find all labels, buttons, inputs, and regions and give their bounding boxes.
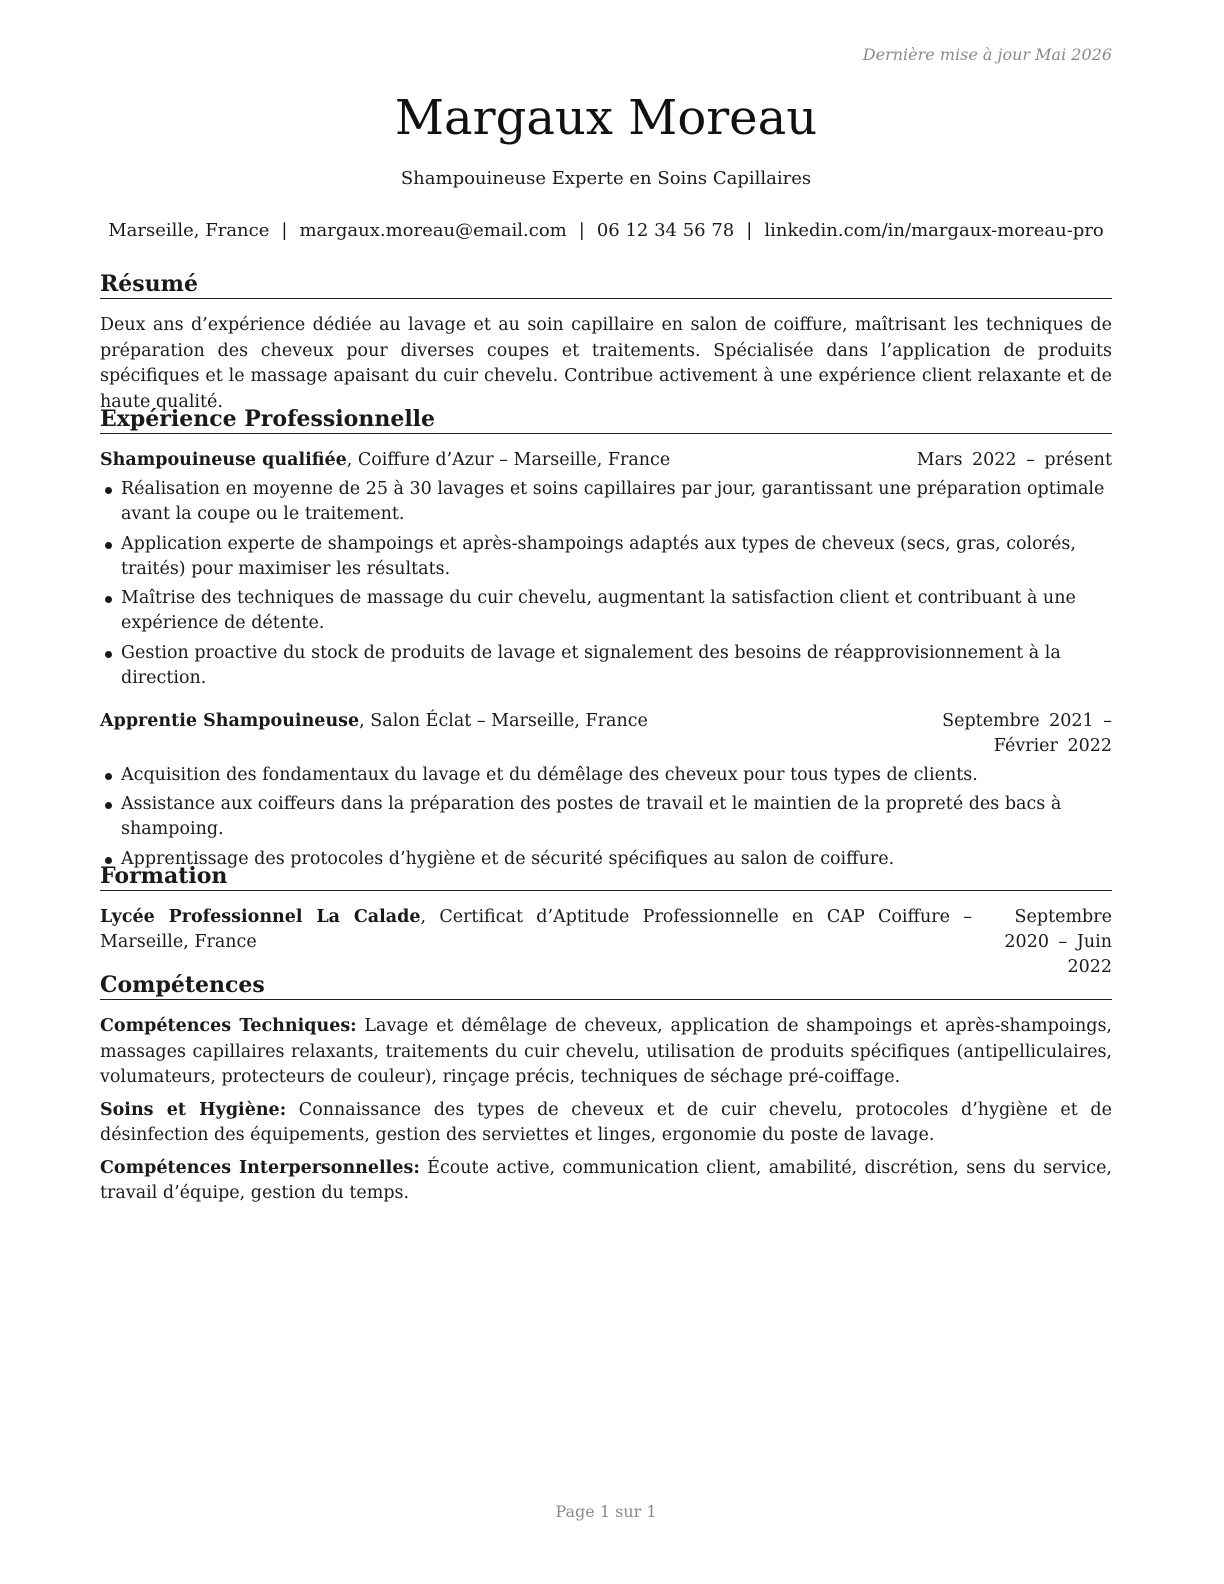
job-entry bbox=[100, 448, 1112, 691]
job-header bbox=[100, 448, 1112, 473]
summary-section bbox=[100, 271, 1112, 415]
last-updated: Dernière mise à jour Mai 2026 bbox=[862, 45, 1112, 64]
job-company: , Coiffure d’Azur – Marseille, France bbox=[346, 450, 671, 470]
education-school: Lycée Professionnel La Calade bbox=[100, 907, 421, 927]
job-header bbox=[100, 709, 1112, 759]
education-heading: Formation bbox=[100, 863, 1112, 891]
resume-page bbox=[100, 0, 1112, 1584]
job-bullet: Application experte de shampoings et après-shampoings adaptés aux types de cheveux (secs, gras, colorés, traités) pour maximiser les résultats. bbox=[100, 532, 1112, 582]
skill-label: Compétences Techniques: bbox=[100, 1016, 357, 1036]
job-role: Apprentie Shampouineuse bbox=[100, 710, 360, 731]
skill-group bbox=[100, 1014, 1112, 1091]
job-role: Shampouineuse qualifiée bbox=[100, 450, 347, 470]
skill-group bbox=[100, 1156, 1112, 1207]
candidate-name: Margaux Moreau bbox=[394, 90, 818, 146]
job-entry bbox=[100, 709, 1112, 872]
job-bullet: Assistance aux coiffeurs dans la préparation des postes de travail et le maintien de la propreté des bacs à shampoing. bbox=[100, 792, 1112, 842]
contact-separator: | bbox=[746, 220, 753, 241]
job-bullet: Apprentissage des protocoles d’hygiène et de sécurité spécifiques au salon de coiffure. bbox=[100, 847, 1112, 872]
contact-linkedin[interactable]: linkedin.com/in/margaux-moreau-pro bbox=[764, 220, 1104, 241]
skill-text: Connaissance des types de cheveux et de cuir chevelu, protocoles d’hygiène et de désinfection des équipements, gestion des serviettes et linges, ergonomie du poste de lavage. bbox=[100, 1099, 1112, 1145]
contact-location: Marseille, France bbox=[108, 220, 270, 241]
education-entry bbox=[100, 905, 1112, 980]
job-dates: Septembre 2021 – Février 2022 bbox=[942, 710, 1112, 756]
job-bullet: Réalisation en moyenne de 25 à 30 lavages et soins capillaires par jour, garantissant une préparation optimale avant la coupe ou le traitement. bbox=[100, 477, 1112, 527]
candidate-title: Shampouineuse Experte en Soins Capillaires bbox=[400, 168, 812, 189]
education-dates: Septembre 2020 – Juin 2022 bbox=[1004, 907, 1112, 977]
skill-group bbox=[100, 1098, 1112, 1149]
job-dates: Mars 2022 – présent bbox=[916, 450, 1112, 470]
skills-heading: Compétences bbox=[100, 972, 1112, 1000]
summary-text: Deux ans d’expérience dédiée au lavage et au soin capillaire en salon de coiffure, maîtrisant les techniques de préparation des cheveux pour diverses coupes et traitements. Spécialisée dans l’application de produits spécifiques et le massage apaisant du cuir chevelu. Contribue activement à une expérience client relaxante et de haute qualité. bbox=[100, 315, 1112, 412]
skill-text: Lavage et démêlage de cheveux, application de shampoings et après-shampoings, massages capillaires relaxants, traitements du cuir chevelu, utilisation de produits spécifiques (antipelliculaires, volumateurs, protecteurs de couleur), rinçage précis, techniques de séchage pré-coiffage. bbox=[100, 1016, 1112, 1087]
job-bullets bbox=[100, 477, 1112, 691]
skill-label: Soins et Hygiène: bbox=[100, 1099, 287, 1120]
experience-heading: Expérience Professionnelle bbox=[100, 406, 1112, 434]
education-details: , Certificat d’Aptitude Professionnelle en CAP Coiffure – Marseille, France bbox=[100, 907, 972, 952]
contact-separator: | bbox=[578, 220, 585, 241]
job-bullet: Maîtrise des techniques de massage du cuir chevelu, augmentant la satisfaction client et contribuant à une expérience de détente. bbox=[100, 586, 1112, 636]
education-section bbox=[100, 863, 1112, 980]
skill-label: Compétences Interpersonnelles: bbox=[100, 1157, 420, 1178]
experience-section bbox=[100, 406, 1112, 876]
summary-heading: Résumé bbox=[100, 271, 1112, 299]
skills-section bbox=[100, 972, 1112, 1214]
skill-text: Écoute active, communication client, amabilité, discrétion, sens du service, travail d’équipe, gestion du temps. bbox=[100, 1157, 1112, 1203]
contact-separator: | bbox=[281, 220, 288, 241]
contact-line bbox=[100, 220, 1112, 242]
page-number: Page 1 sur 1 bbox=[555, 1502, 657, 1521]
job-company: , Salon Éclat – Marseille, France bbox=[359, 710, 648, 731]
contact-email[interactable]: margaux.moreau@email.com bbox=[299, 220, 567, 241]
job-bullets bbox=[100, 763, 1112, 872]
job-bullet: Gestion proactive du stock de produits de lavage et signalement des besoins de réapprovisionnement à la direction. bbox=[100, 641, 1112, 691]
contact-phone: 06 12 34 56 78 bbox=[596, 220, 735, 241]
job-bullet: Acquisition des fondamentaux du lavage et du démêlage des cheveux pour tous types de clients. bbox=[100, 763, 1112, 788]
